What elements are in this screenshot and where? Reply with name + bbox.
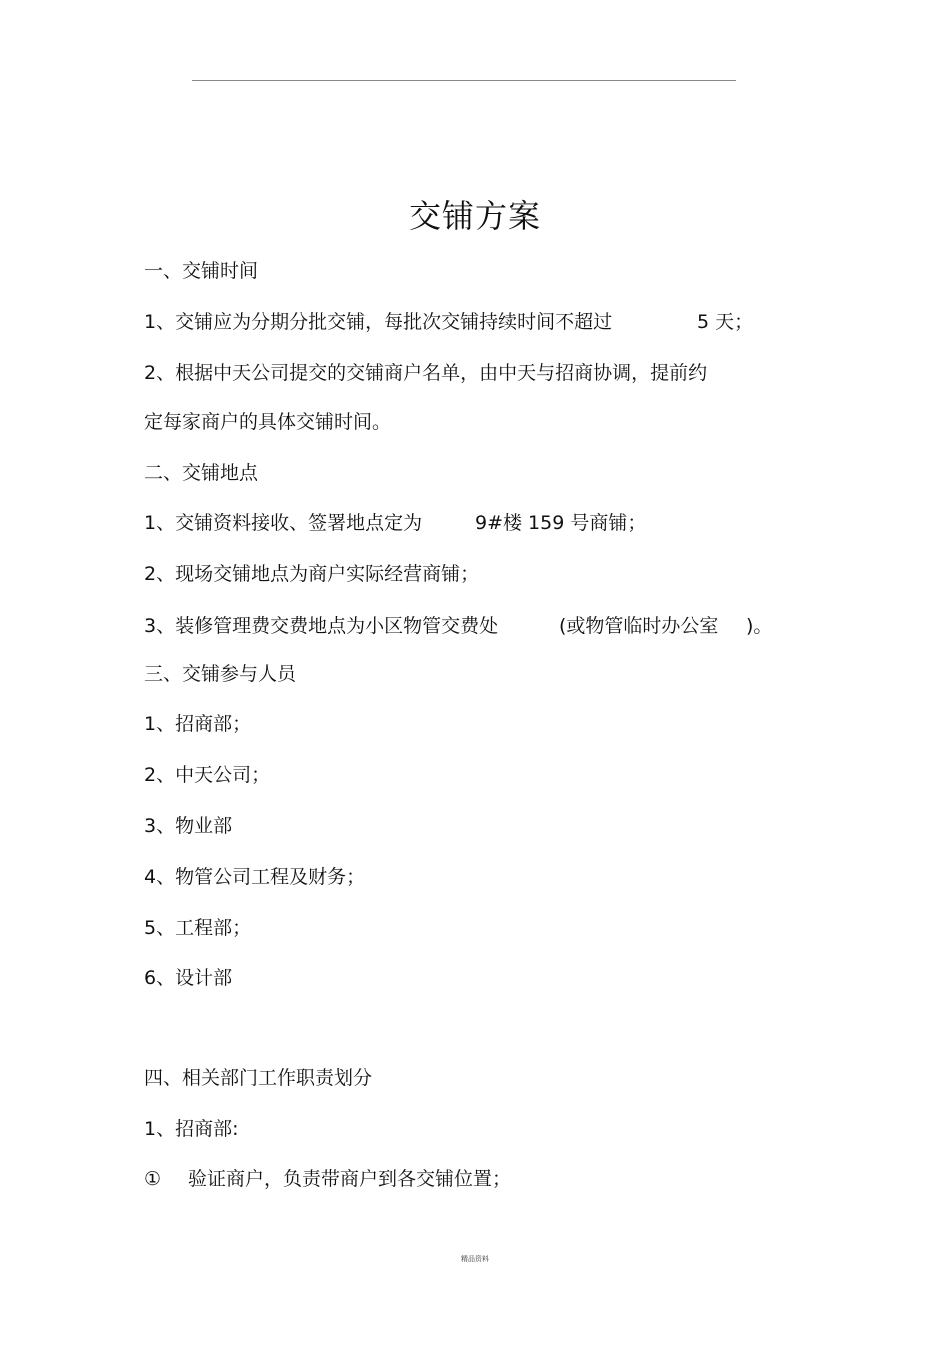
page-footer: 精品资料 — [461, 1255, 489, 1263]
location-item-1-address: 9#楼 159 号商铺； — [475, 512, 647, 534]
participant-item: 5、工程部； — [144, 917, 252, 939]
responsibility-bullet-text: 验证商户，负责带商户到各交铺位置； — [188, 1168, 512, 1190]
participant-item: 1、招商部； — [144, 713, 252, 735]
location-item-3-close: )。 — [746, 615, 773, 637]
circled-number-marker: ① — [144, 1168, 162, 1190]
location-item-3-alt: (或物管临时办公室 — [559, 615, 719, 637]
section-heading-responsibilities: 四、相关部门工作职责划分 — [144, 1067, 373, 1089]
section-heading-time: 一、交铺时间 — [144, 260, 259, 282]
participant-item: 4、物管公司工程及财务； — [144, 866, 366, 888]
document-title: 交铺方案 — [408, 197, 541, 235]
location-item-1 — [144, 511, 664, 535]
location-item-1-text: 1、交铺资料接收、签署地点定为 — [144, 512, 423, 534]
time-item-1 — [144, 310, 764, 334]
time-item-2-line2: 定每家商户的具体交铺时间。 — [144, 411, 392, 433]
participant-item: 2、中天公司； — [144, 764, 271, 786]
time-item-2-line1: 2、根据中天公司提交的交铺商户名单，由中天与招商协调，提前约 — [144, 362, 708, 384]
time-item-1-text: 1、交铺应为分期分批交铺，每批次交铺持续时间不超过 — [144, 311, 613, 333]
location-item-2: 2、现场交铺地点为商户实际经营商铺； — [144, 563, 480, 585]
time-item-1-days: 5 天； — [697, 311, 754, 333]
location-item-3-text: 3、装修管理费交费地点为小区物管交费处 — [144, 615, 499, 637]
section-heading-location: 二、交铺地点 — [144, 462, 259, 484]
section-heading-participants: 三、交铺参与人员 — [144, 663, 297, 685]
header-rule — [192, 80, 736, 81]
responsibility-sub-heading: 1、招商部: — [144, 1118, 239, 1140]
responsibility-bullet — [144, 1167, 564, 1191]
participant-item: 3、物业部 — [144, 815, 233, 837]
participant-item: 6、设计部 — [144, 967, 233, 989]
location-item-3 — [144, 614, 784, 638]
